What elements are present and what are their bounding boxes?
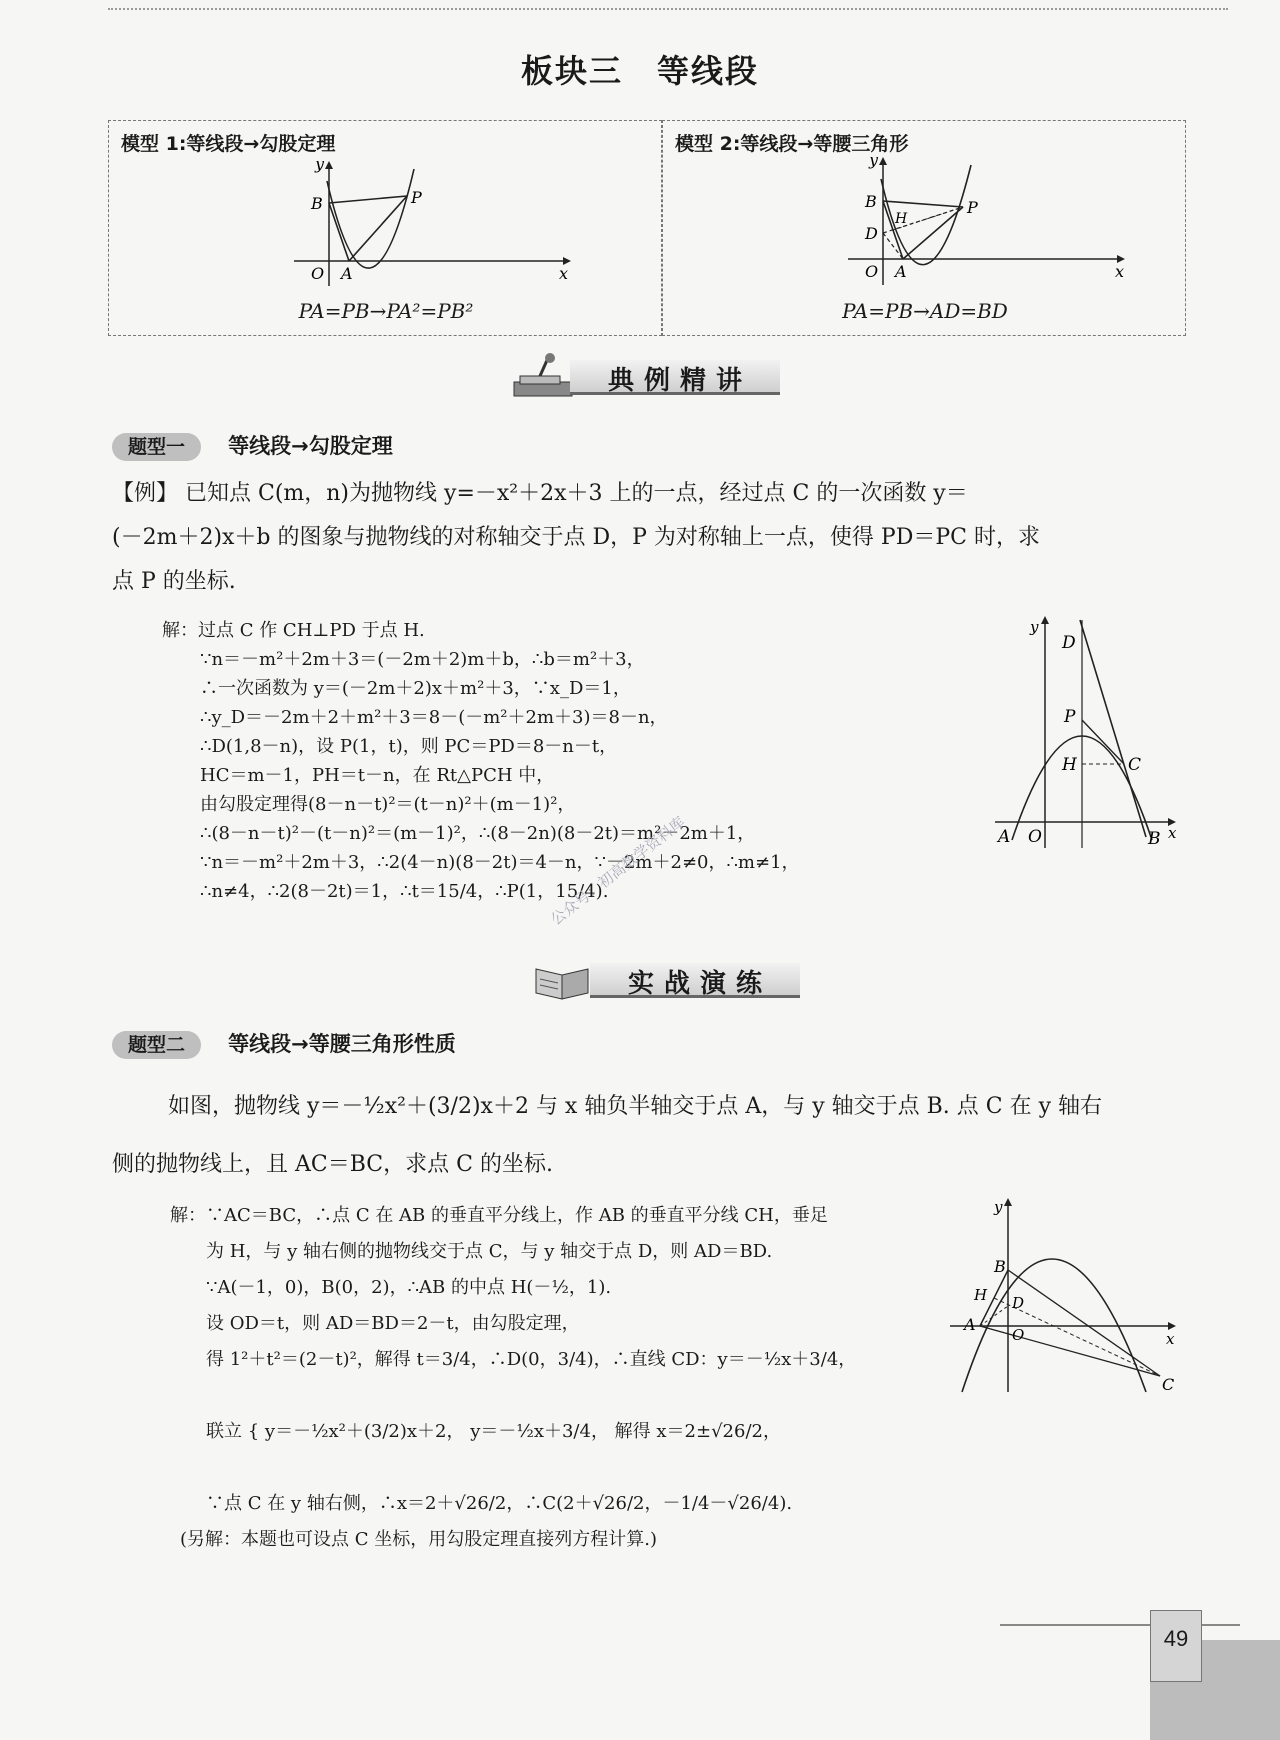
model-2-x-label: x xyxy=(1115,262,1125,281)
watermark: 公众号：初高数学资料库 xyxy=(547,813,689,929)
model-2-graph xyxy=(843,157,1143,289)
model-2-D-label: D xyxy=(865,224,878,243)
example-line: 点 P 的坐标. xyxy=(112,569,236,594)
model-1-graph xyxy=(279,161,579,291)
solution-line: 由勾股定理得(8－n－t)²＝(t－n)²＋(m－1)²， xyxy=(200,794,576,815)
example-graph-D-label: D xyxy=(1062,633,1076,653)
model-1-formula: PA=PB→PA²=PB² xyxy=(298,299,474,323)
solution-line: ∵n＝－m²＋2m＋3，∴2(4－n)(8－2t)＝4－n，∵－2m＋2≠0，∴m≠1， xyxy=(200,852,800,873)
page-title: 板块三 等线段 xyxy=(520,52,759,90)
solution-line: (另解：本题也可设点 C 坐标，用勾股定理直接列方程计算.) xyxy=(180,1529,657,1550)
section-banner-practice-text: 实战演练 xyxy=(627,969,772,999)
type-2-badge: 题型二 xyxy=(112,1031,201,1059)
model-2-formula: PA=PB→AD=BD xyxy=(842,299,1008,323)
solution-line: ∵A(－1，0)，B(0，2)，∴AB 的中点 H(－½，1). xyxy=(206,1277,612,1298)
practice-graph xyxy=(940,1196,1180,1396)
practice-graph-y-label: y xyxy=(994,1198,1003,1216)
solution-line: ∴n≠4，∴2(8－2t)＝1，∴t＝15/4，∴P(1，15/4). xyxy=(200,881,609,902)
example-graph-C-label: C xyxy=(1128,755,1142,775)
practice-solution xyxy=(170,1198,950,1558)
section-banner-practice xyxy=(530,955,820,999)
practice-graph-C-label: C xyxy=(1162,1375,1175,1394)
model-1-box xyxy=(108,120,662,336)
example-graph-H-label: H xyxy=(1062,755,1077,775)
type-1-header xyxy=(112,430,393,460)
model-1-P-label: P xyxy=(411,188,422,207)
practice-graph-O-label: O xyxy=(1012,1326,1025,1344)
practice-problem xyxy=(112,1078,1192,1194)
model-2-B-label: B xyxy=(865,192,877,211)
page-number: 49 xyxy=(1150,1610,1202,1682)
solution-line: ∵n＝－m²＋2m＋3＝(－2m＋2)m＋b，∴b＝m²＋3， xyxy=(200,649,645,670)
solution-line: 得 1²＋t²＝(2－t)²，解得 t＝3/4，∴D(0，3/4)，∴直线 CD：y＝－½x＋3/4， xyxy=(206,1349,857,1370)
example-line: 【例】 已知点 C(m，n)为抛物线 y=－x²＋2x＋3 上的一点，经过点 C 的一次函数 y＝ xyxy=(112,481,968,506)
solution-line: ∴一次函数为 y＝(－2m＋2)x＋m²＋3，∵x_D＝1， xyxy=(200,678,631,699)
solution-line: HC＝m－1，PH＝t－n，在 Rt△PCH 中， xyxy=(200,765,555,786)
example-graph xyxy=(990,612,1190,852)
section-banner-examples-text: 典例精讲 xyxy=(607,366,752,396)
type-2-header xyxy=(112,1028,456,1058)
model-2-y-label: y xyxy=(869,157,879,169)
solution-line: 解：过点 C 作 CH⊥PD 于点 H. xyxy=(162,620,425,641)
example-graph-P-label: P xyxy=(1064,707,1076,727)
practice-graph-H-label: H xyxy=(974,1286,988,1304)
solution-line: ∴y_D＝－2m＋2＋m²＋3＝8－(－m²＋2m＋3)＝8－n， xyxy=(200,707,668,728)
example-graph-y-label: y xyxy=(1030,618,1039,636)
practice-graph-B-label: B xyxy=(994,1257,1006,1276)
solution-line: ∴(8－n－t)²－(t－n)²＝(m－1)²，∴(8－2n)(8－2t)＝m²－2m＋1， xyxy=(200,823,756,844)
model-1-O-label: O xyxy=(311,264,325,283)
model-2-O-label: O xyxy=(865,262,879,281)
solution-line: 为 H，与 y 轴右侧的抛物线交于点 C，与 y 轴交于点 D，则 AD＝BD. xyxy=(206,1241,773,1262)
practice-graph-D-label: D xyxy=(1012,1294,1025,1312)
solution-line: 联立 { y＝－½x²＋(3/2)x＋2， y＝－½x＋3/4， 解得 x＝2±√26/2， xyxy=(206,1421,781,1442)
section-banner-examples xyxy=(510,352,800,396)
model-1-A-label: A xyxy=(341,264,353,283)
example-line: (－2m＋2)x＋b 的图象与抛物线的对称轴交于点 D，P 为对称轴上一点，使得 PD＝PC 时，求 xyxy=(112,525,1040,550)
type-2-title: 等线段→等腰三角形性质 xyxy=(228,1032,456,1056)
model-1-x-label: x xyxy=(559,264,569,283)
example-graph-B-label: B xyxy=(1148,829,1161,849)
problem-line: 侧的抛物线上，且 AC＝BC，求点 C 的坐标. xyxy=(112,1152,553,1177)
model-2-A-label: A xyxy=(895,262,907,281)
model-1-y-label: y xyxy=(315,161,325,173)
solution-line: 解：∵AC＝BC，∴点 C 在 AB 的垂直平分线上，作 AB 的垂直平分线 CH，垂足 xyxy=(170,1205,828,1226)
practice-graph-A-label: A xyxy=(964,1315,976,1334)
example-problem xyxy=(112,472,1192,604)
model-2-H-label: H xyxy=(895,211,908,227)
problem-line: 如图，抛物线 y＝－½x²＋(3/2)x＋2 与 x 轴负半轴交于点 A，与 y 轴交于点 B. 点 C 在 y 轴右 xyxy=(168,1094,1103,1119)
type-1-badge: 题型一 xyxy=(112,433,201,461)
model-2-title: 模型 2:等线段→等腰三角形 xyxy=(675,133,909,155)
top-rule xyxy=(108,8,1228,10)
model-2-P-label: P xyxy=(967,198,978,217)
example-solution xyxy=(162,616,962,906)
footer-rule xyxy=(1000,1624,1240,1626)
practice-graph-x-label: x xyxy=(1166,1330,1175,1348)
model-1-B-label: B xyxy=(311,194,323,213)
solution-line: ∴D(1,8－n)，设 P(1，t)，则 PC＝PD＝8－n－t， xyxy=(200,736,618,757)
type-1-title: 等线段→勾股定理 xyxy=(228,434,393,458)
example-graph-A-label: A xyxy=(998,827,1011,847)
solution-line: ∵点 C 在 y 轴右侧，∴x＝2＋√26/2，∴C(2＋√26/2，－1/4－√26/4). xyxy=(206,1493,793,1514)
model-2-box xyxy=(662,120,1186,336)
solution-line: 设 OD＝t，则 AD＝BD＝2－t，由勾股定理， xyxy=(206,1313,580,1334)
model-1-title: 模型 1:等线段→勾股定理 xyxy=(121,133,336,155)
example-graph-x-label: x xyxy=(1168,824,1177,842)
example-graph-O-label: O xyxy=(1028,827,1042,847)
